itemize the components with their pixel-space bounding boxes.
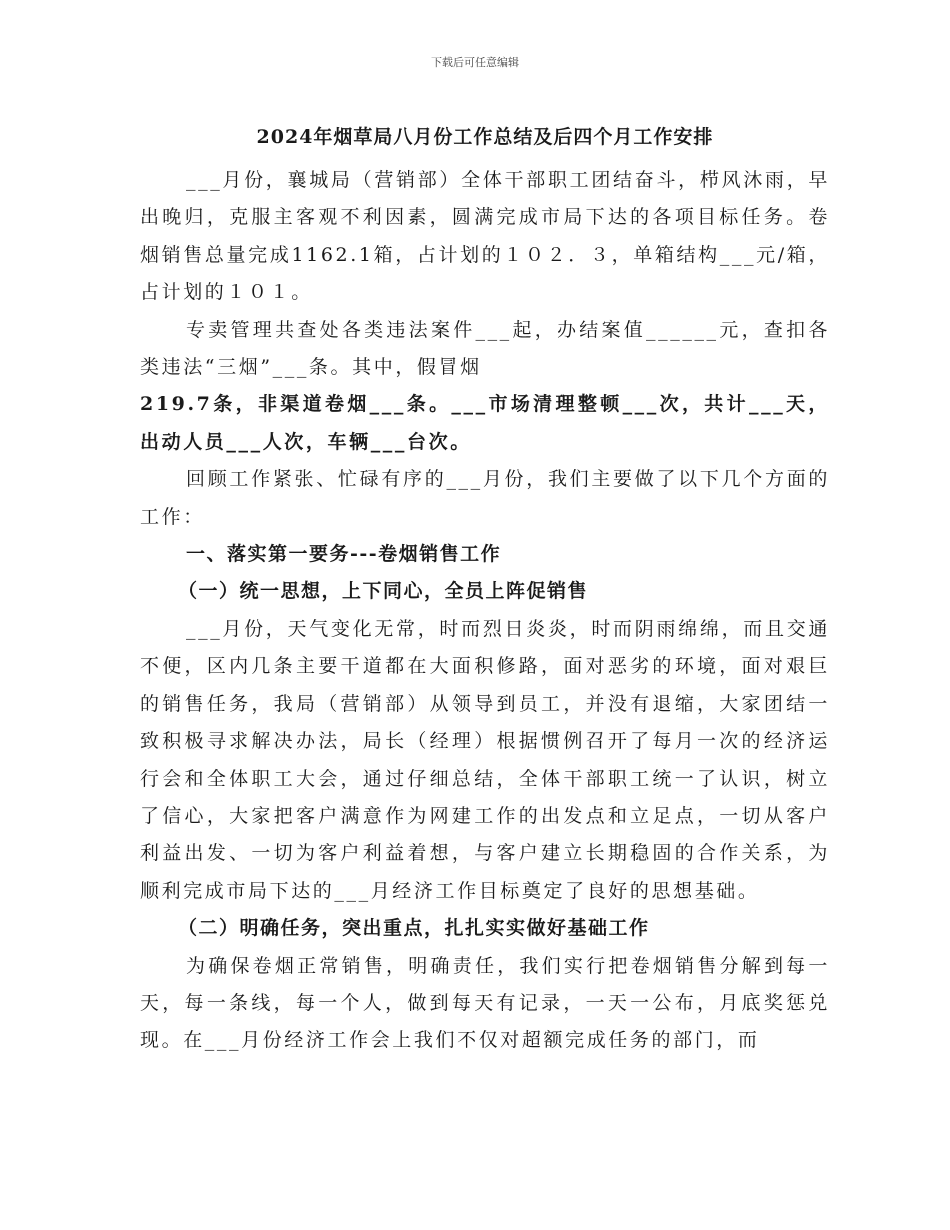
document-title: 2024年烟草局八月份工作总结及后四个月工作安排 (256, 126, 714, 148)
paragraph-enforcement-detail: 219.7条，非渠道卷烟___条。___市场清理整顿___次，共计___天，出动人员___人次，车辆___台次。 (140, 393, 830, 453)
paragraph-tasks: 为确保卷烟正常销售，明确责任，我们实行把卷烟销售分解到每一天，每一条线，每一个人，做到每天有记录，一天一公布，月底奖惩兑现。在___月份经济工作会上我们不仅对超额完成任务的部门，而 (140, 954, 830, 1052)
section-heading-1: 一、落实第一要务---卷烟销售工作 (186, 543, 502, 566)
paragraph-intro: ___月份，襄城局（营销部）全体干部职工团结奋斗，栉风沐雨，早出晚归，克服主客观不利因素，圆满完成市局下达的各项目标任务。卷烟销售总量完成1162.1箱，占计划的１０２．３，单箱结构___元/箱，占计划的１０１。 (140, 169, 830, 304)
paragraph-sales-unity: ___月份，天气变化无常，时而烈日炎炎，时而阴雨绵绵，而且交通不便，区内几条主要干道都在大面积修路，面对恶劣的环境，面对艰巨的销售任务，我局（营销部）从领导到员工，并没有退缩，大家团结一致积极寻求解决办法，局长（经理）根据惯例召开了每月一次的经济运行会和全体职工大会，通过仔细总结，全体干部职工统一了认识，树立了信心，大家把客户满意作为网建工作的出发点和立足点，一切从客户利益出发、一切为客户利益着想，与客户建立长期稳固的合作关系，为顺利完成市局下达的___月经济工作目标奠定了良好的思想基础。 (140, 617, 830, 902)
paragraph-enforcement: 专卖管理共查处各类违法案件___起，办结案值______元，查扣各类违法“三烟”___条。其中，假冒烟 (140, 318, 830, 379)
subsection-heading-2: （二）明确任务，突出重点，扎扎实实做好基础工作 (178, 917, 650, 940)
paragraph-review: 回顾工作紧张、忙碌有序的___月份，我们主要做了以下几个方面的工作： (140, 468, 830, 528)
document-body (140, 122, 830, 1060)
header-note: 下载后可任意编辑 (431, 56, 519, 69)
subsection-heading-1: （一）统一思想，上下同心，全员上阵促销售 (178, 580, 589, 603)
